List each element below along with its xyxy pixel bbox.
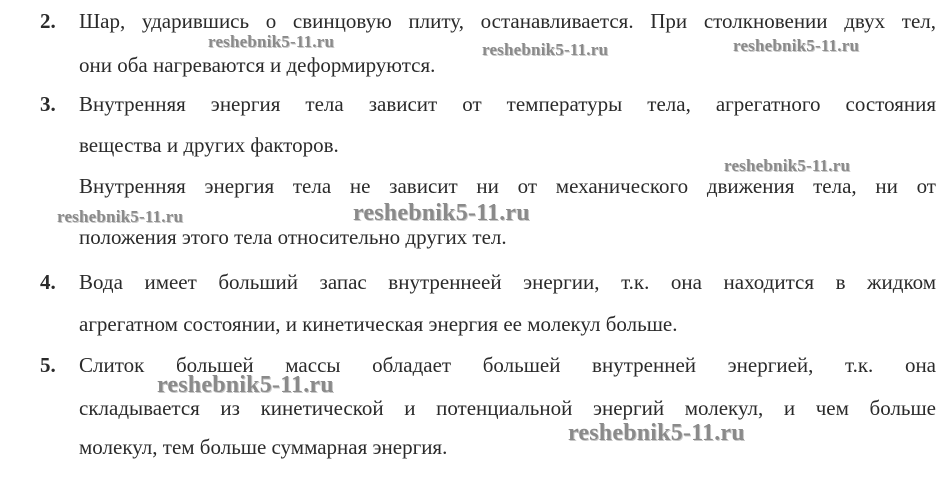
item-3-paragraph-2-line-2: положения этого тела относительно других тел. <box>79 225 507 249</box>
item-5-line-2: складывается из кинетической и потенциальной энергий молекул, и чем больше <box>79 396 936 420</box>
item-2-line-1: Шар, ударившись о свинцовую плиту, останавливается. При столкновении двух тел, <box>79 9 936 33</box>
watermark-text: reshebnik5-11.ru <box>482 40 609 59</box>
item-4-line-2: агрегатном состоянии, и кинетическая энергия ее молекул больше. <box>79 312 678 336</box>
watermark-text: reshebnik5-11.ru <box>157 372 334 398</box>
item-3-line-1: Внутренняя энергия тела зависит от температуры тела, агрегатного состояния <box>79 92 936 116</box>
item-5-line-3: молекул, тем больше суммарная энергия. <box>79 435 448 459</box>
item-number-2: 2. <box>40 9 56 33</box>
watermark-text: reshebnik5-11.ru <box>733 36 860 55</box>
item-5-line-1: Слиток большей массы обладает большей внутренней энергией, т.к. она <box>79 353 936 377</box>
watermark-text: reshebnik5-11.ru <box>353 200 530 226</box>
watermark-text: reshebnik5-11.ru <box>57 207 184 226</box>
item-number-3: 3. <box>40 92 56 116</box>
item-4-line-1: Вода имеет больший запас внутреннеей энергии, т.к. она находится в жидком <box>79 270 936 294</box>
item-3-line-2: вещества и других факторов. <box>79 133 339 157</box>
watermark-text: reshebnik5-11.ru <box>208 32 335 51</box>
item-2-line-2: они оба нагреваются и деформируются. <box>79 53 436 77</box>
item-number-5: 5. <box>40 353 56 377</box>
item-number-4: 4. <box>40 270 56 294</box>
watermark-text: reshebnik5-11.ru <box>568 420 745 446</box>
item-3-paragraph-2-line-1: Внутренняя энергия тела не зависит ни от механического движения тела, ни от <box>79 174 936 198</box>
watermark-text: reshebnik5-11.ru <box>724 156 851 175</box>
